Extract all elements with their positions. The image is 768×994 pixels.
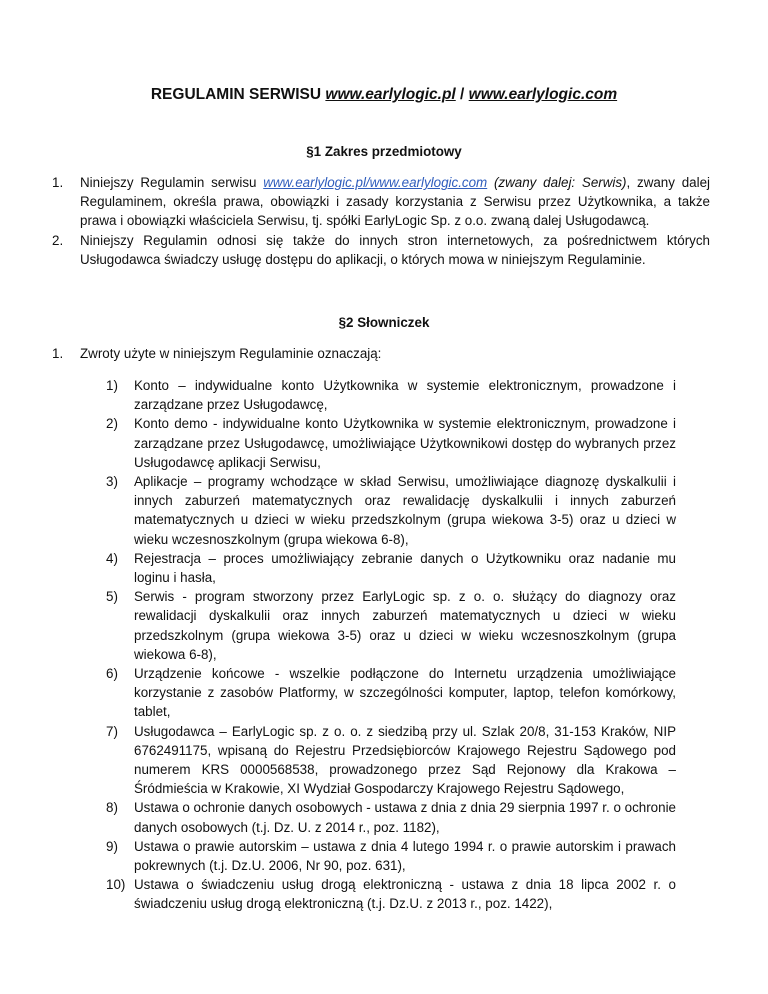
definition-item bbox=[106, 664, 676, 722]
definition-text: Ustawa o prawie autorskim – ustawa z dnia 4 lutego 1994 r. o prawie autorskim i prawach pokrewnych (t.j. Dz.U. 2006, Nr 90, poz. 631), bbox=[134, 838, 676, 874]
item-text: Zwroty użyte w niniejszym Regulaminie oznaczają: bbox=[80, 346, 382, 361]
item-text-lead: Niniejszy Regulamin serwisu bbox=[80, 175, 264, 190]
definition-item bbox=[106, 472, 676, 549]
title-prefix: REGULAMIN SERWISU bbox=[150, 86, 326, 103]
list-number: 6) bbox=[106, 666, 118, 682]
list-number: 4) bbox=[106, 550, 118, 566]
definition-item bbox=[106, 722, 676, 799]
definition-text: Konto – indywidualne konto Użytkownika w systemie elektronicznym, prowadzone i zarządzane przez Usługodawcę, bbox=[134, 378, 676, 413]
definition-item bbox=[106, 798, 676, 836]
definition-text: Serwis - program stworzony przez EarlyLogic sp. z o. o. służący do diagnozy oraz rewalidacji dyskalkulii oraz innych zaburzeń matematycznych u dzieci w wieku przedszkolnym (grupa wiekowa 3-5) oraz u dzieci w wieku wczesnoszkolnym (grupa wiekowa 6-8), bbox=[134, 589, 676, 662]
item-text: Niniejszy Regulamin odnosi się także do innych stron internetowych, za pośrednictwem których Usługodawca świadczy usługę dostępu do aplikacji, o których mowa w niniejszym Regulaminie. bbox=[80, 232, 710, 267]
definition-text: Rejestracja – proces umożliwiający zebranie danych o Użytkowniku oraz nadanie mu loginu i hasła, bbox=[134, 550, 676, 586]
section2-heading: §2 Słowniczek bbox=[338, 315, 430, 330]
item-text-italic: (zwany dalej: Serwis) bbox=[487, 175, 627, 190]
list-number: 1) bbox=[106, 378, 118, 393]
serwis-link[interactable]: www.earlylogic.pl/www.earlylogic.com bbox=[263, 175, 488, 190]
section1-item-1 bbox=[52, 173, 710, 231]
definition-text: Ustawa o ochronie danych osobowych - ustawa z dnia z dnia 29 sierpnia 1997 r. o ochronie danych osobowych (t.j. Dz. U. z 2014 r., poz. 1182), bbox=[134, 800, 676, 835]
list-number: 2) bbox=[106, 416, 118, 432]
list-number: 9) bbox=[106, 838, 118, 854]
section1-heading: §1 Zakres przedmiotowy bbox=[306, 144, 462, 159]
definition-item bbox=[106, 875, 676, 913]
list-number: 8) bbox=[106, 800, 118, 816]
list-number: 3) bbox=[106, 474, 118, 490]
definition-text: Aplikacje – programy wchodzące w skład Serwisu, umożliwiające diagnozę dyskalkulii i innych zaburzeń matematycznych oraz rewalidację dyskalkulii i innych zaburzeń matematycznych u dzieci w wieku przedszkolnym (grupa wiekowa 3-5) oraz u dzieci w wieku wczesnoszkolnym (grupa wiekowa 6-8), bbox=[134, 474, 676, 547]
definition-text: Konto demo - indywidualne konto Użytkownika w systemie elektronicznym, prowadzone i zarządzane przez Usługodawcę, umożliwiające Użytkownikowi dostęp do wybranych przez Usługodawcę aplikacji Serwisu, bbox=[134, 416, 676, 470]
definition-item bbox=[106, 549, 676, 587]
list-number: 2. bbox=[52, 232, 64, 248]
item-text-rest: , zwany dalej Regulaminem, określa prawa, obowiązki i zasady korzystania z Serwisu przez Użytkownika, a także prawa i obowiązki właściciela Serwisu, tj. spółki EarlyLogic Sp. z o.o. zwaną dalej Usługodawcą. bbox=[80, 175, 710, 229]
title-site-pl-link[interactable]: www.earlylogic.pl bbox=[325, 86, 456, 103]
list-number: 1. bbox=[52, 346, 64, 361]
title-site-com-link[interactable]: www.earlylogic.com bbox=[468, 86, 618, 103]
section1-item-2 bbox=[52, 231, 710, 269]
list-number: 7) bbox=[106, 723, 118, 739]
definition-text: Urządzenie końcowe - wszelkie podłączone do Internetu urządzenia umożliwiające korzystanie z zasobów Platformy, w szczególności komputer, laptop, telefon komórkowy, tablet, bbox=[134, 666, 676, 720]
definition-text: Usługodawca – EarlyLogic sp. z o. o. z siedzibą przy ul. Szlak 20/8, 31-153 Kraków, NIP 6762491175, wpisaną do Rejestru Przedsiębiorców Krajowego Rejestru Sądowego pod numerem KRS 0000568538, prowadzonego przez Sąd Rejonowy dla Krakowa – Śródmieścia w Krakowie, XI Wydział Gospodarczy Krajowego Rejestru Sądowego, bbox=[134, 723, 676, 797]
list-number: 5) bbox=[106, 589, 118, 605]
definition-item bbox=[106, 587, 676, 664]
definition-item bbox=[106, 414, 676, 472]
definition-item bbox=[106, 376, 676, 414]
definition-text: Ustawa o świadczeniu usług drogą elektroniczną - ustawa z dnia 18 lipca 2002 r. o świadczeniu usług drogą elektroniczną (t.j. Dz.U. z 2013 r., poz. 1422), bbox=[134, 877, 676, 912]
definition-item bbox=[106, 837, 676, 875]
section2-item-1 bbox=[52, 344, 710, 363]
definitions-list bbox=[106, 376, 676, 914]
document-title bbox=[0, 85, 768, 105]
title-separator: / bbox=[455, 86, 469, 103]
list-number: 10) bbox=[106, 877, 126, 893]
section2-intro-list bbox=[52, 344, 710, 363]
section1-list bbox=[52, 173, 710, 269]
list-number: 1. bbox=[52, 175, 64, 190]
